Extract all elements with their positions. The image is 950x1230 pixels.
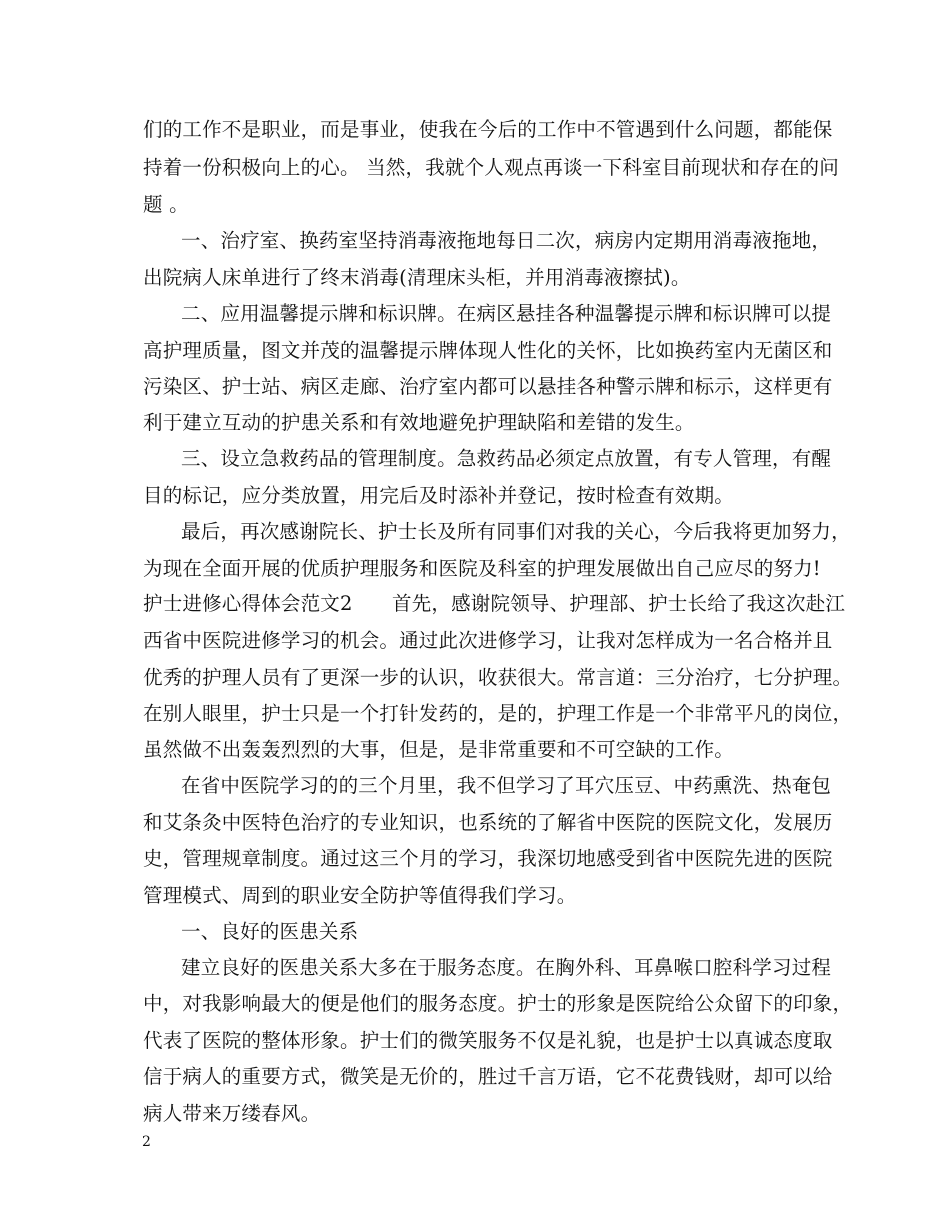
- text-line: 管理模式、周到的职业安全防护等值得我们学习。: [143, 884, 577, 907]
- text-line: 护士进修心得体会范文2 首先，感谢院领导、护理部、护士长给了我这次赴江: [143, 592, 846, 615]
- text-line: 在别人眼里，护士只是一个打针发药的，是的，护理工作是一个非常平凡的岗位，: [143, 702, 853, 725]
- text-line: 和艾条灸中医特色治疗的专业知识，也系统的了解省中医院的医院文化，发展历: [143, 811, 833, 834]
- text-line: 虽然做不出轰轰烈烈的大事，但是，是非常重要和不可空缺的工作。: [143, 738, 735, 761]
- text-line: 一、治疗室、换药室坚持消毒液拖地每日二次，病房内定期用消毒液拖地，: [181, 229, 832, 252]
- text-line: 西省中医院进修学习的机会。通过此次进修学习，让我对怎样成为一名合格并且: [143, 629, 833, 652]
- text-line: 最后，再次感谢院长、护士长及所有同事们对我的关心，今后我将更加努力，: [181, 520, 851, 543]
- text-line: 史，管理规章制度。通过这三个月的学习，我深切地感受到省中医院先进的医院: [143, 847, 833, 870]
- text-line: 病人带来万缕春风。: [143, 1102, 321, 1125]
- text-line: 目的标记，应分类放置，用完后及时添补并登记，按时检查有效期。: [143, 484, 735, 507]
- text-line: 题 。: [143, 193, 189, 216]
- text-line: 利于建立互动的护患关系和有效地避免护理缺陷和差错的发生。: [143, 411, 695, 434]
- text-line: 高护理质量，图文并茂的温馨提示牌体现人性化的关怀，比如换药室内无菌区和: [143, 339, 833, 362]
- section-heading: 一、良好的医患关系: [181, 920, 359, 943]
- text-line: 三、设立急救药品的管理制度。急救药品必须定点放置，有专人管理，有醒: [181, 447, 832, 470]
- text-line: 优秀的护理人员有了更深一步的认识，收获很大。常言道：三分治疗，七分护理。: [143, 666, 853, 689]
- text-line: 建立良好的医患关系大多在于服务态度。在胸外科、耳鼻喉口腔科学习过程: [181, 956, 832, 979]
- text-line: 在省中医院学习的的三个月里，我不但学习了耳穴压豆、中药熏洗、热奄包: [181, 774, 832, 797]
- text-line: 出院病人床单进行了终末消毒(清理床头柜，并用消毒液擦拭)。: [143, 266, 691, 289]
- text-line: 污染区、护士站、病区走廊、治疗室内都可以悬挂各种警示牌和标示，这样更有: [143, 375, 833, 398]
- text-line: 持着一份积极向上的心。 当然，我就个人观点再谈一下科室目前现状和存在的问: [143, 156, 839, 179]
- text-line: 代表了医院的整体形象。护士们的微笑服务不仅是礼貌，也是护士以真诚态度取: [143, 1029, 833, 1052]
- page-number: 2: [142, 1134, 151, 1150]
- text-line: 二、应用温馨提示牌和标识牌。在病区悬挂各种温馨提示牌和标识牌可以提: [181, 302, 832, 325]
- text-line: 们的工作不是职业，而是事业，使我在今后的工作中不管遇到什么问题，都能保: [143, 118, 833, 141]
- text-line: 信于病人的重要方式，微笑是无价的，胜过千言万语，它不花费钱财，却可以给: [143, 1065, 833, 1088]
- text-line: 为现在全面开展的优质护理服务和医院及科室的护理发展做出自己应尽的努力!: [143, 557, 821, 580]
- text-line: 中，对我影响最大的便是他们的服务态度。护士的形象是医院给公众留下的印象，: [143, 992, 853, 1015]
